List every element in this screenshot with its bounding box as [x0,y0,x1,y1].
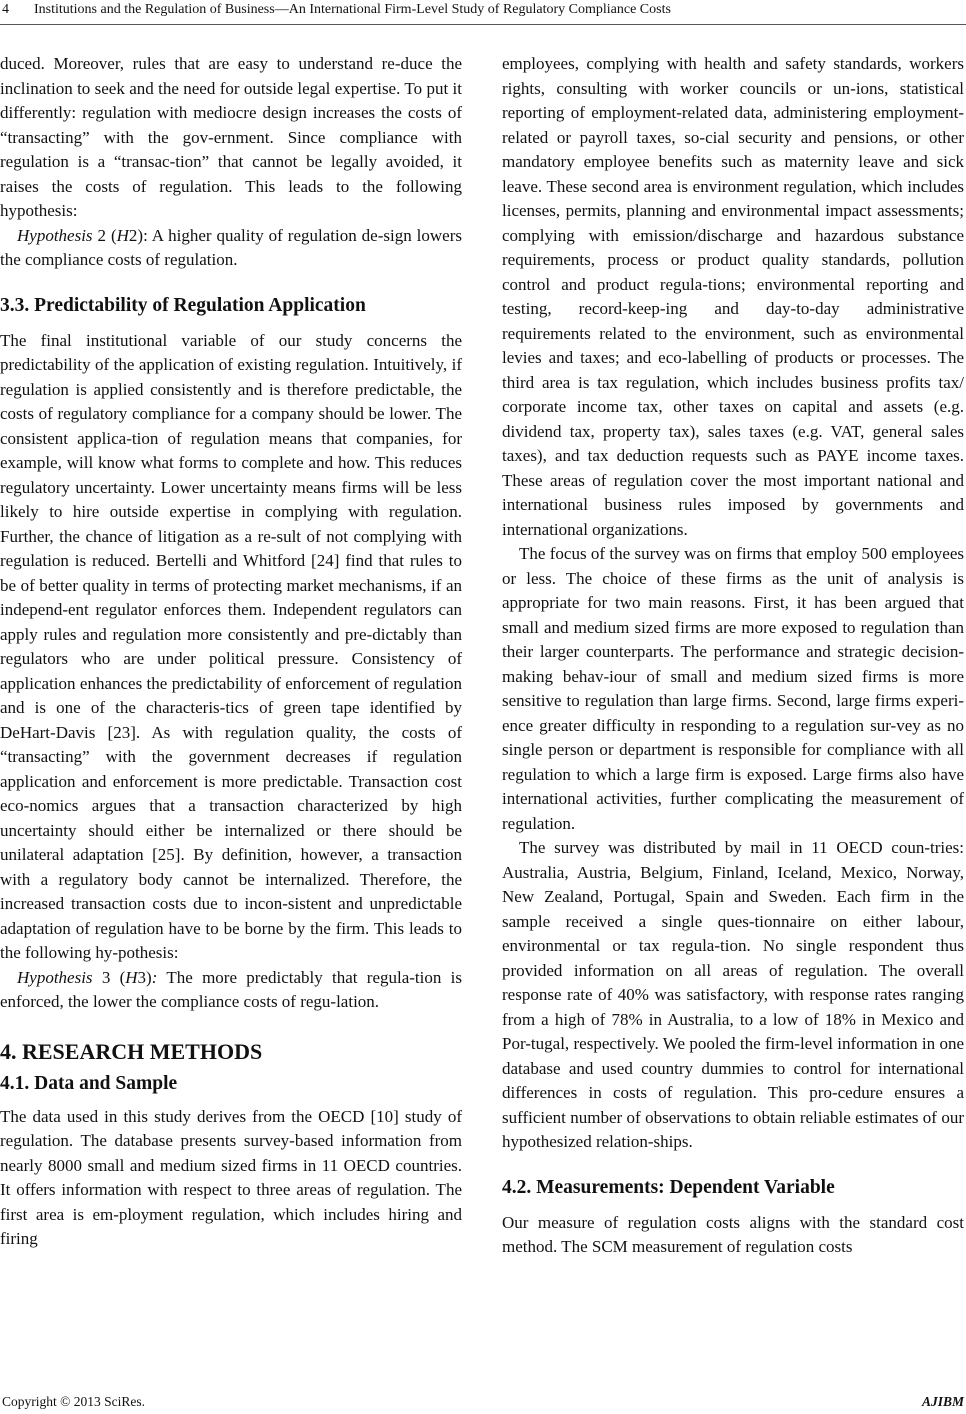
hypothesis-3: Hypothesis 3 (H3): The more predictably that regula-tion is enforced, the lower the compliance costs of regu-lation. [0,967,462,1011]
copyright: Copyright © 2013 SciRes. [2,1394,146,1409]
paragraph: The focus of the survey was on firms that employ 500 employees or less. The choice of these firms as the unit of analysis is appropriate for two main reasons. First, it has been argued that small and medium sized firms are more exposed to regulation than their larger counterparts. The performance and strategic decision-making behav-iour of small and medium sized firms is more sensitive to regulation than large firms. Second, large firms experi-ence greater difficulty in responding to a regulation sur-vey as no single person or department is responsible for compliance with all regulation to which a large firm is exposed. Large firms also have international activities, further complicating the measurement of regulation. [502,544,964,833]
paragraph: duced. Moreover, rules that are easy to understand re-duce the inclination to seek and the need for outside legal expertise. To put it differently: regulation with mediocre design increases the costs of “transacting” with the gov-ernment. Since compliance with regulation is a “transac-tion” that cannot be legally avoided, it raises the costs of regulation. This leads to the following hypothesis: [0,54,462,220]
header-rule [0,24,966,25]
page-footer [0,1380,966,1409]
paragraph: employees, complying with health and safety standards, workers rights, consulting with worker councils or un-ions, statistical reporting of employment-related data, administering employment-related or payroll taxes, so-cial security and pensions, or other mandatory employee benefits such as maternity leave and sick leave. These second area is environment regulation, which includes licenses, permits, planning and environmental impact assessments; complying with emission/discharge and hazardous substance requirements, process or product quality standards, pollution control and product regula-tions; environmental reporting and testing, record-keep-ing and day-to-day administrative requirements related to the environment, such as environmental levies and taxes; and eco-labelling of products or processes. The third area is tax regulation, which includes business profits tax/ corporate income tax, other taxes on capital and assets (e.g. dividend tax, property tax), sales taxes (e.g. VAT, general sales taxes), and tax deduction requests such as PAYE income taxes. These areas of regulation cover the most important national and international business rules imposed by governments and international organizations. [502,54,964,539]
hypothesis-2: Hypothesis 2 (H2): A higher quality of regulation de-sign lowers the compliance costs of regulation. [0,225,462,269]
left-column [0,52,462,1252]
section-heading-4-1: 4.1. Data and Sample [0,1072,178,1094]
section-heading-3-3: 3.3. Predictability of Regulation Application [0,294,366,316]
hypothesis-label: Hypothesis [17,225,93,245]
section-heading-4: 4. RESEARCH METHODS [0,1038,263,1064]
running-title: Institutions and the Regulation of Business—An International Firm-Level Study of Regulatory Compliance Costs [34,2,671,17]
running-header [0,0,966,30]
hypothesis-label: Hypothesis [17,967,93,987]
right-column [502,52,964,1260]
page-number: 4 [2,2,9,17]
journal-abbrev: AJIBM [921,1394,964,1409]
paragraph: The survey was distributed by mail in 11 OECD coun-tries: Australia, Austria, Belgium, Finland, Iceland, Mexico, Norway, New Zealand, Portugal, Spain and Sweden. Each firm in the sample received a single ques-tionnaire on either labour, environmental or tax regula-tion. No single respondent thus provided information on all areas of regulation. The overall response rate of 40% was satisfactory, with response rates ranging from a high of 78% in Australia, to a low of 18% in Mexico and Por-tugal, respectively. We pooled the firm-level information in one database and used country dummies to control for international differences in costs of regulation. This pro-cedure ensures a sufficient number of observations to obtain reliable estimates of our hypothesized relation-ships. [502,838,964,1151]
section-heading-4-2: 4.2. Measurements: Dependent Variable [502,1176,835,1198]
paragraph: The data used in this study derives from the OECD [10] study of regulation. The database presents survey-based information from nearly 8000 small and medium sized firms in 11 OECD countries. It offers information with respect to three areas of regulation. The first area is em-ployment regulation, which includes hiring and firing [0,1106,462,1248]
paragraph: Our measure of regulation costs aligns with the standard cost method. The SCM measurement of regulation costs [502,1212,964,1256]
paragraph: The final institutional variable of our study concerns the predictability of the application of existing regulation. Intuitively, if regulation is applied consistently and is therefore predictable, the costs of regulatory compliance for a company should be lower. The consistent applica-tion of regulation means that companies, for example, will know what forms to complete and how. This reduces regulatory uncertainty. Lower uncertainty means firms will be less likely to hire outside expertise in complying with regulation. Further, the chance of litigation as a re-sult of not complying with regulation is reduced. Bertelli and Whitford [24] find that rules to be of better quality in terms of protecting market mechanisms, if an independ-ent regulator enforces them. Independent regulators can apply rules and regulation more consistently and pre-dictably than regulators who are under political pressure. Consistency of application enhances the predictability of enforcement of regulation and is one of the characteris-tics of green tape identified by DeHart-Davis [23]. As with regulation quality, the costs of “transacting” with the government decreases if regulation application and enforcement is more predictable. Transaction cost eco-nomics argues that a transaction characterized by high uncertainty should either be internalized or there should be unilateral adaptation [25]. By definition, however, a transaction with a regulatory body cannot be internalized. Therefore, the increased transaction costs due to incon-sistent and unpredictable adaptation of regulation have to be borne by the firm. This leads to the following hy-pothesis: [0,330,462,962]
